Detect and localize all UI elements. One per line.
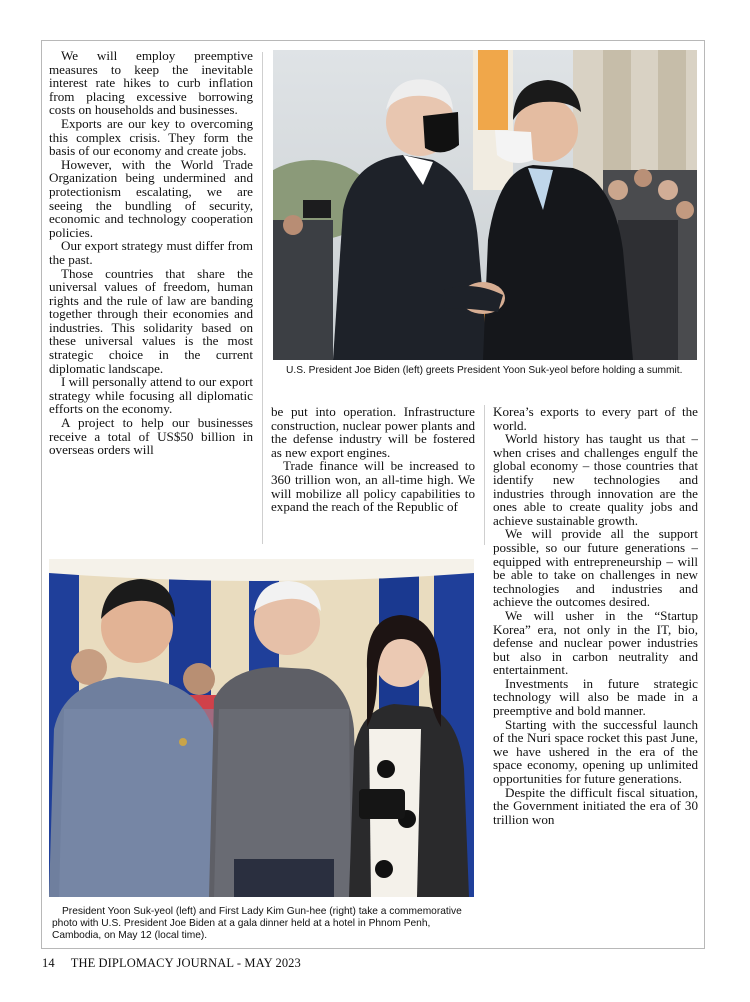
photo-handshake (273, 50, 697, 360)
paragraph: We will employ preemptive measures to keep the inevitable interest rate hikes to curb inflation from placing excessive borrowing costs on households and businesses. (49, 49, 253, 118)
paragraph: However, with the World Trade Organization being undermined and protectionism escalating, we are seeing the bundling of security, economic and technology cooperation policies. (49, 156, 253, 240)
paragraph: We will provide all the support possible, so our future generations – equipped with entrepreneurship – will be able to take on challenges in new technologies and industries and achieve the outcomes desired. (493, 526, 698, 610)
page-number: 14 (42, 956, 55, 970)
paragraph: Our export strategy must differ from the past. (49, 238, 253, 267)
photo-handshake-caption: U.S. President Joe Biden (left) greets President Yoon Suk-yeol before holding a summit. (286, 365, 683, 376)
article-column-1 (49, 49, 253, 545)
paragraph: Those countries that share the universal values of freedom, human rights and the rule of law are banding together through their economies and industries. This solidarity based on these universal values is the most strategic choice in the current diplomatic landscape. (49, 265, 253, 376)
column-divider (262, 52, 263, 544)
paragraph: Investments in future strategic technology will also be made in a preemptive and bold manner. (493, 675, 698, 719)
paragraph: We will usher in the “Startup Korea” era, not only in the IT, bio, defense and nuclear power industries but also in carbon neutrality and entertainment. (493, 607, 698, 678)
paragraph: Korea’s exports to every part of the world. (493, 405, 698, 433)
article-column-3 (493, 405, 698, 943)
paragraph: A project to help our businesses receive a total of US$50 billion in overseas orders will (49, 415, 253, 458)
gala-photo-illustration (49, 559, 474, 897)
article-column-2 (271, 405, 475, 545)
paragraph: I will personally attend to our export strategy while focusing all diplomatic efforts on the economy. (49, 374, 253, 417)
photo-gala-caption: President Yoon Suk-yeol (left) and First Lady Kim Gun-hee (right) take a commemorative photo with U.S. President Joe Biden at a gala dinner held at a hotel in Phnom Penh, Cambodia, on May 12 (local time). (52, 906, 462, 941)
handshake-photo-illustration (273, 50, 697, 360)
paragraph: Despite the difficult fiscal situation, the Government initiated the era of 30 trillion won (493, 784, 698, 827)
paragraph: Trade finance will be increased to 360 trillion won, an all-time high. We will mobilize all policy capabilities to expand the reach of the Republic of (271, 458, 475, 515)
paragraph: Exports are our key to overcoming this complex crisis. They form the basis of our economy and create jobs. (49, 115, 253, 159)
paragraph: be put into operation. Infrastructure construction, nuclear power plants and the defense industry will be fostered as new export engines. (271, 405, 475, 460)
paragraph: Starting with the successful launch of the Nuri space rocket this past June, we have ushered in the era of the space economy, opening up unlimited opportunities for future generations. (493, 716, 698, 787)
column-divider (484, 405, 485, 545)
publication-name: THE DIPLOMACY JOURNAL - MAY 2023 (70, 956, 301, 970)
paragraph: World history has taught us that – when crises and challenges engulf the global economy – those countries that identify new technologies and industries through innovation are the ones able to create quality jobs and achieve sustainable growth. (493, 431, 698, 528)
photo-gala-dinner (49, 559, 474, 897)
page-footer (42, 956, 301, 971)
